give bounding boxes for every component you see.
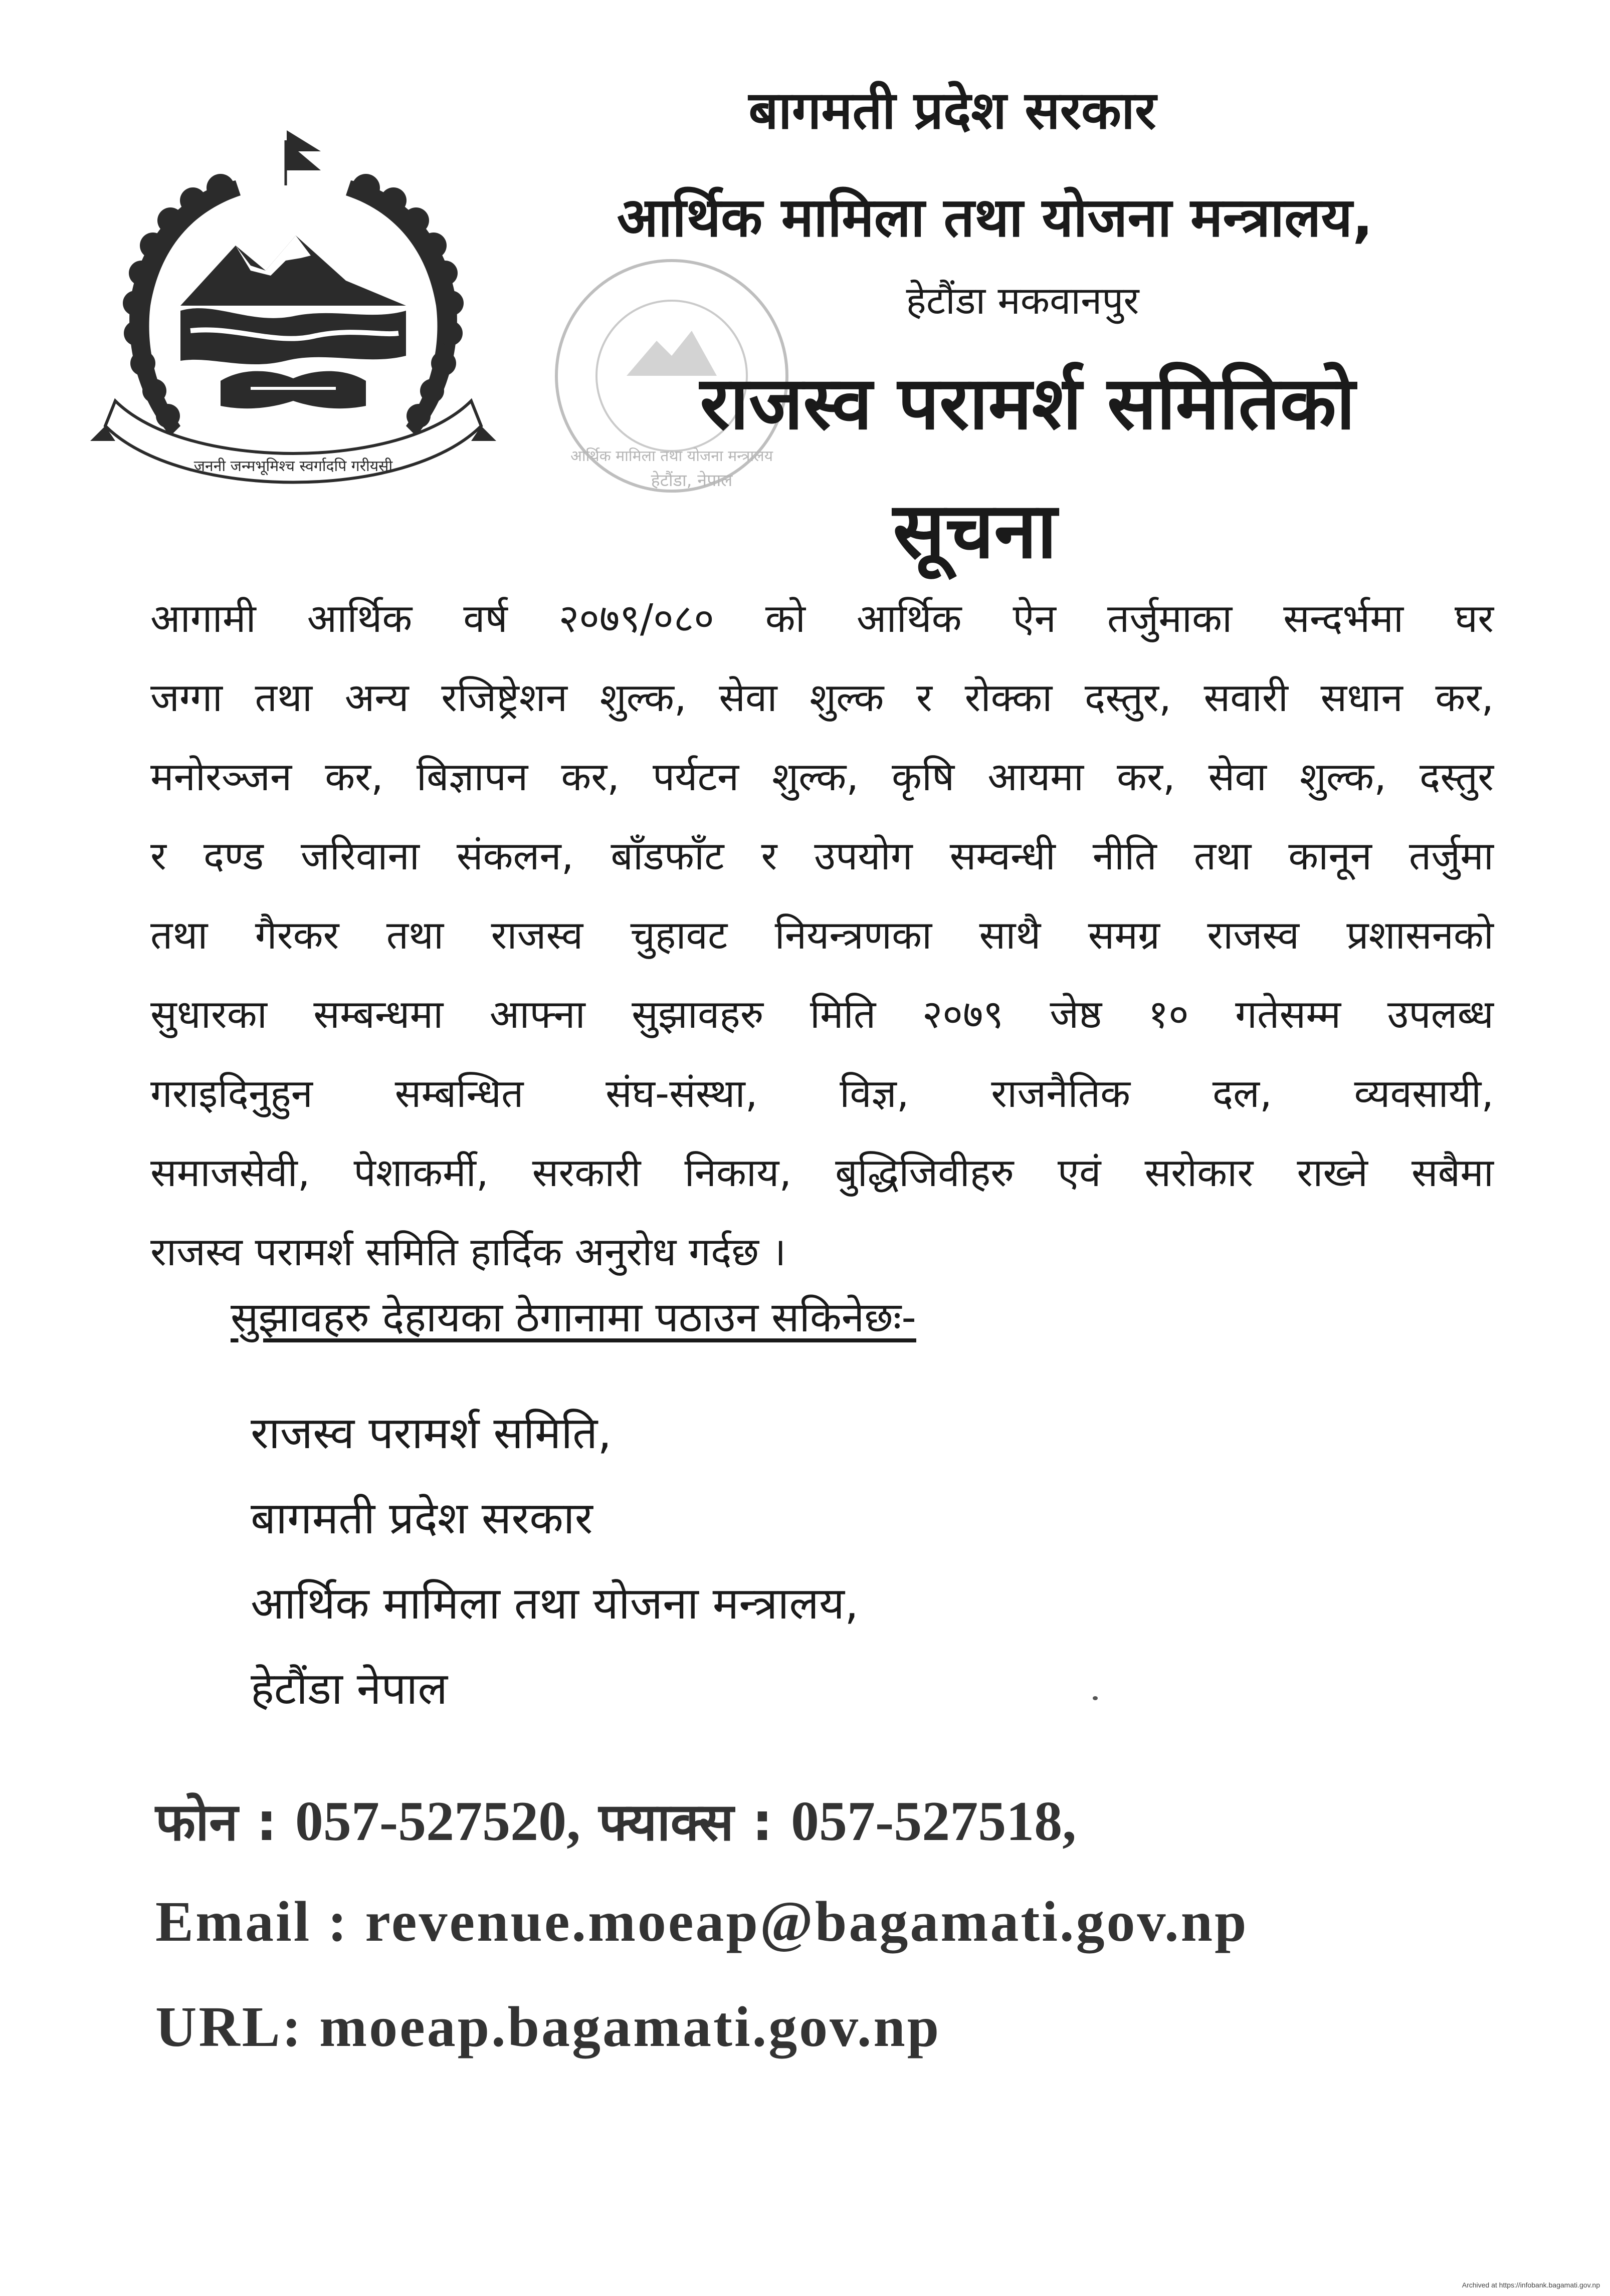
email-address[interactable]: revenue.moeap@bagamati.gov.np bbox=[365, 1890, 1249, 1953]
address-line: बागमती प्रदेश सरकार bbox=[251, 1492, 593, 1544]
committee-heading: राजस्व परामर्श समितिको bbox=[700, 361, 1355, 446]
website-link[interactable]: moeap.bagamati.gov.np bbox=[319, 1995, 941, 2058]
fax-number: 057-527518, bbox=[790, 1790, 1077, 1853]
phone-fax-line bbox=[155, 1779, 1076, 1865]
url-label: URL: bbox=[155, 1995, 303, 2058]
body-line: सुधारका सम्बन्धमा आफ्ना सुझावहरु मिति २०७९ जेष्ठ १० गतेसम्म उपलब्ध bbox=[150, 992, 1494, 1037]
flag-icon bbox=[286, 130, 321, 185]
fax-label: फ्याक्स : bbox=[598, 1791, 773, 1853]
address-line: हेटौंडा नेपाल bbox=[251, 1663, 448, 1714]
seal-text-line2: हेटौंडा, नेपाल bbox=[651, 471, 733, 491]
body-line: तथा गैरकर तथा राजस्व चुहावट नियन्त्रणका साथै समग्र राजस्व प्रशासनको bbox=[150, 913, 1494, 958]
ministry-heading: आर्थिक मामिला तथा योजना मन्त्रालय, bbox=[617, 186, 1373, 249]
address-line: आर्थिक मामिला तथा योजना मन्त्रालय, bbox=[251, 1577, 859, 1629]
url-line bbox=[155, 1984, 941, 2070]
body-line: र दण्ड जरिवाना संकलन, बाँडफाँट र उपयोग सम्वन्धी नीति तथा कानून तर्जुमा bbox=[150, 834, 1494, 879]
email-label: Email : bbox=[155, 1890, 349, 1953]
notice-title: सूचना bbox=[893, 486, 1057, 576]
province-heading: बागमती प्रदेश सरकार bbox=[748, 80, 1156, 141]
body-line: राजस्व परामर्श समिति हार्दिक अनुरोध गर्दछ । bbox=[150, 1230, 786, 1275]
phone-label: फोन : bbox=[155, 1791, 277, 1853]
phone-number: 057-527520, bbox=[295, 1790, 581, 1853]
coat-of-arms-icon bbox=[85, 120, 501, 521]
body-line: जग्गा तथा अन्य रजिष्ट्रेशन शुल्क, सेवा शुल्क र रोक्का दस्तुर, सवारी सधान कर, bbox=[150, 675, 1494, 721]
body-line: समाजसेवी, पेशाकर्मी, सरकारी निकाय, बुद्धिजिवीहरु एवं सरोकार राख्ने सबैमा bbox=[150, 1151, 1494, 1196]
body-line: मनोरञ्जन कर, बिज्ञापन कर, पर्यटन शुल्क, कृषि आयमा कर, सेवा शुल्क, दस्तुर bbox=[150, 755, 1494, 800]
scan-speck bbox=[1093, 1696, 1098, 1700]
body-line: आगामी आर्थिक वर्ष २०७९/०८० को आर्थिक ऐन तर्जुमाका सन्दर्भमा घर bbox=[150, 596, 1494, 641]
address-line: राजस्व परामर्श समिति, bbox=[251, 1407, 612, 1459]
seal-text-line1: आर्थिक मामिला तथा योजना मन्त्रालय bbox=[570, 447, 773, 465]
body-line: गराइदिनुहुन सम्बन्धित संघ-संस्था, विज्ञ, राजनैतिक दल, व्यवसायी, bbox=[150, 1071, 1494, 1116]
email-line bbox=[155, 1879, 1248, 1964]
emblem-motto: जननी जन्मभूमिश्च स्वर्गादपि गरीयसी bbox=[193, 457, 393, 475]
handshake-icon bbox=[221, 371, 366, 409]
suggestions-heading: सुझावहरु देहायका ठेगानामा पठाउन सकिनेछः- bbox=[231, 1294, 916, 1341]
archive-note: Archived at https://infobank.bagamati.gov.np bbox=[1462, 2281, 1600, 2289]
mountain-icon bbox=[180, 236, 406, 306]
location-heading: हेटौंडा मकवानपुर bbox=[906, 278, 1139, 323]
